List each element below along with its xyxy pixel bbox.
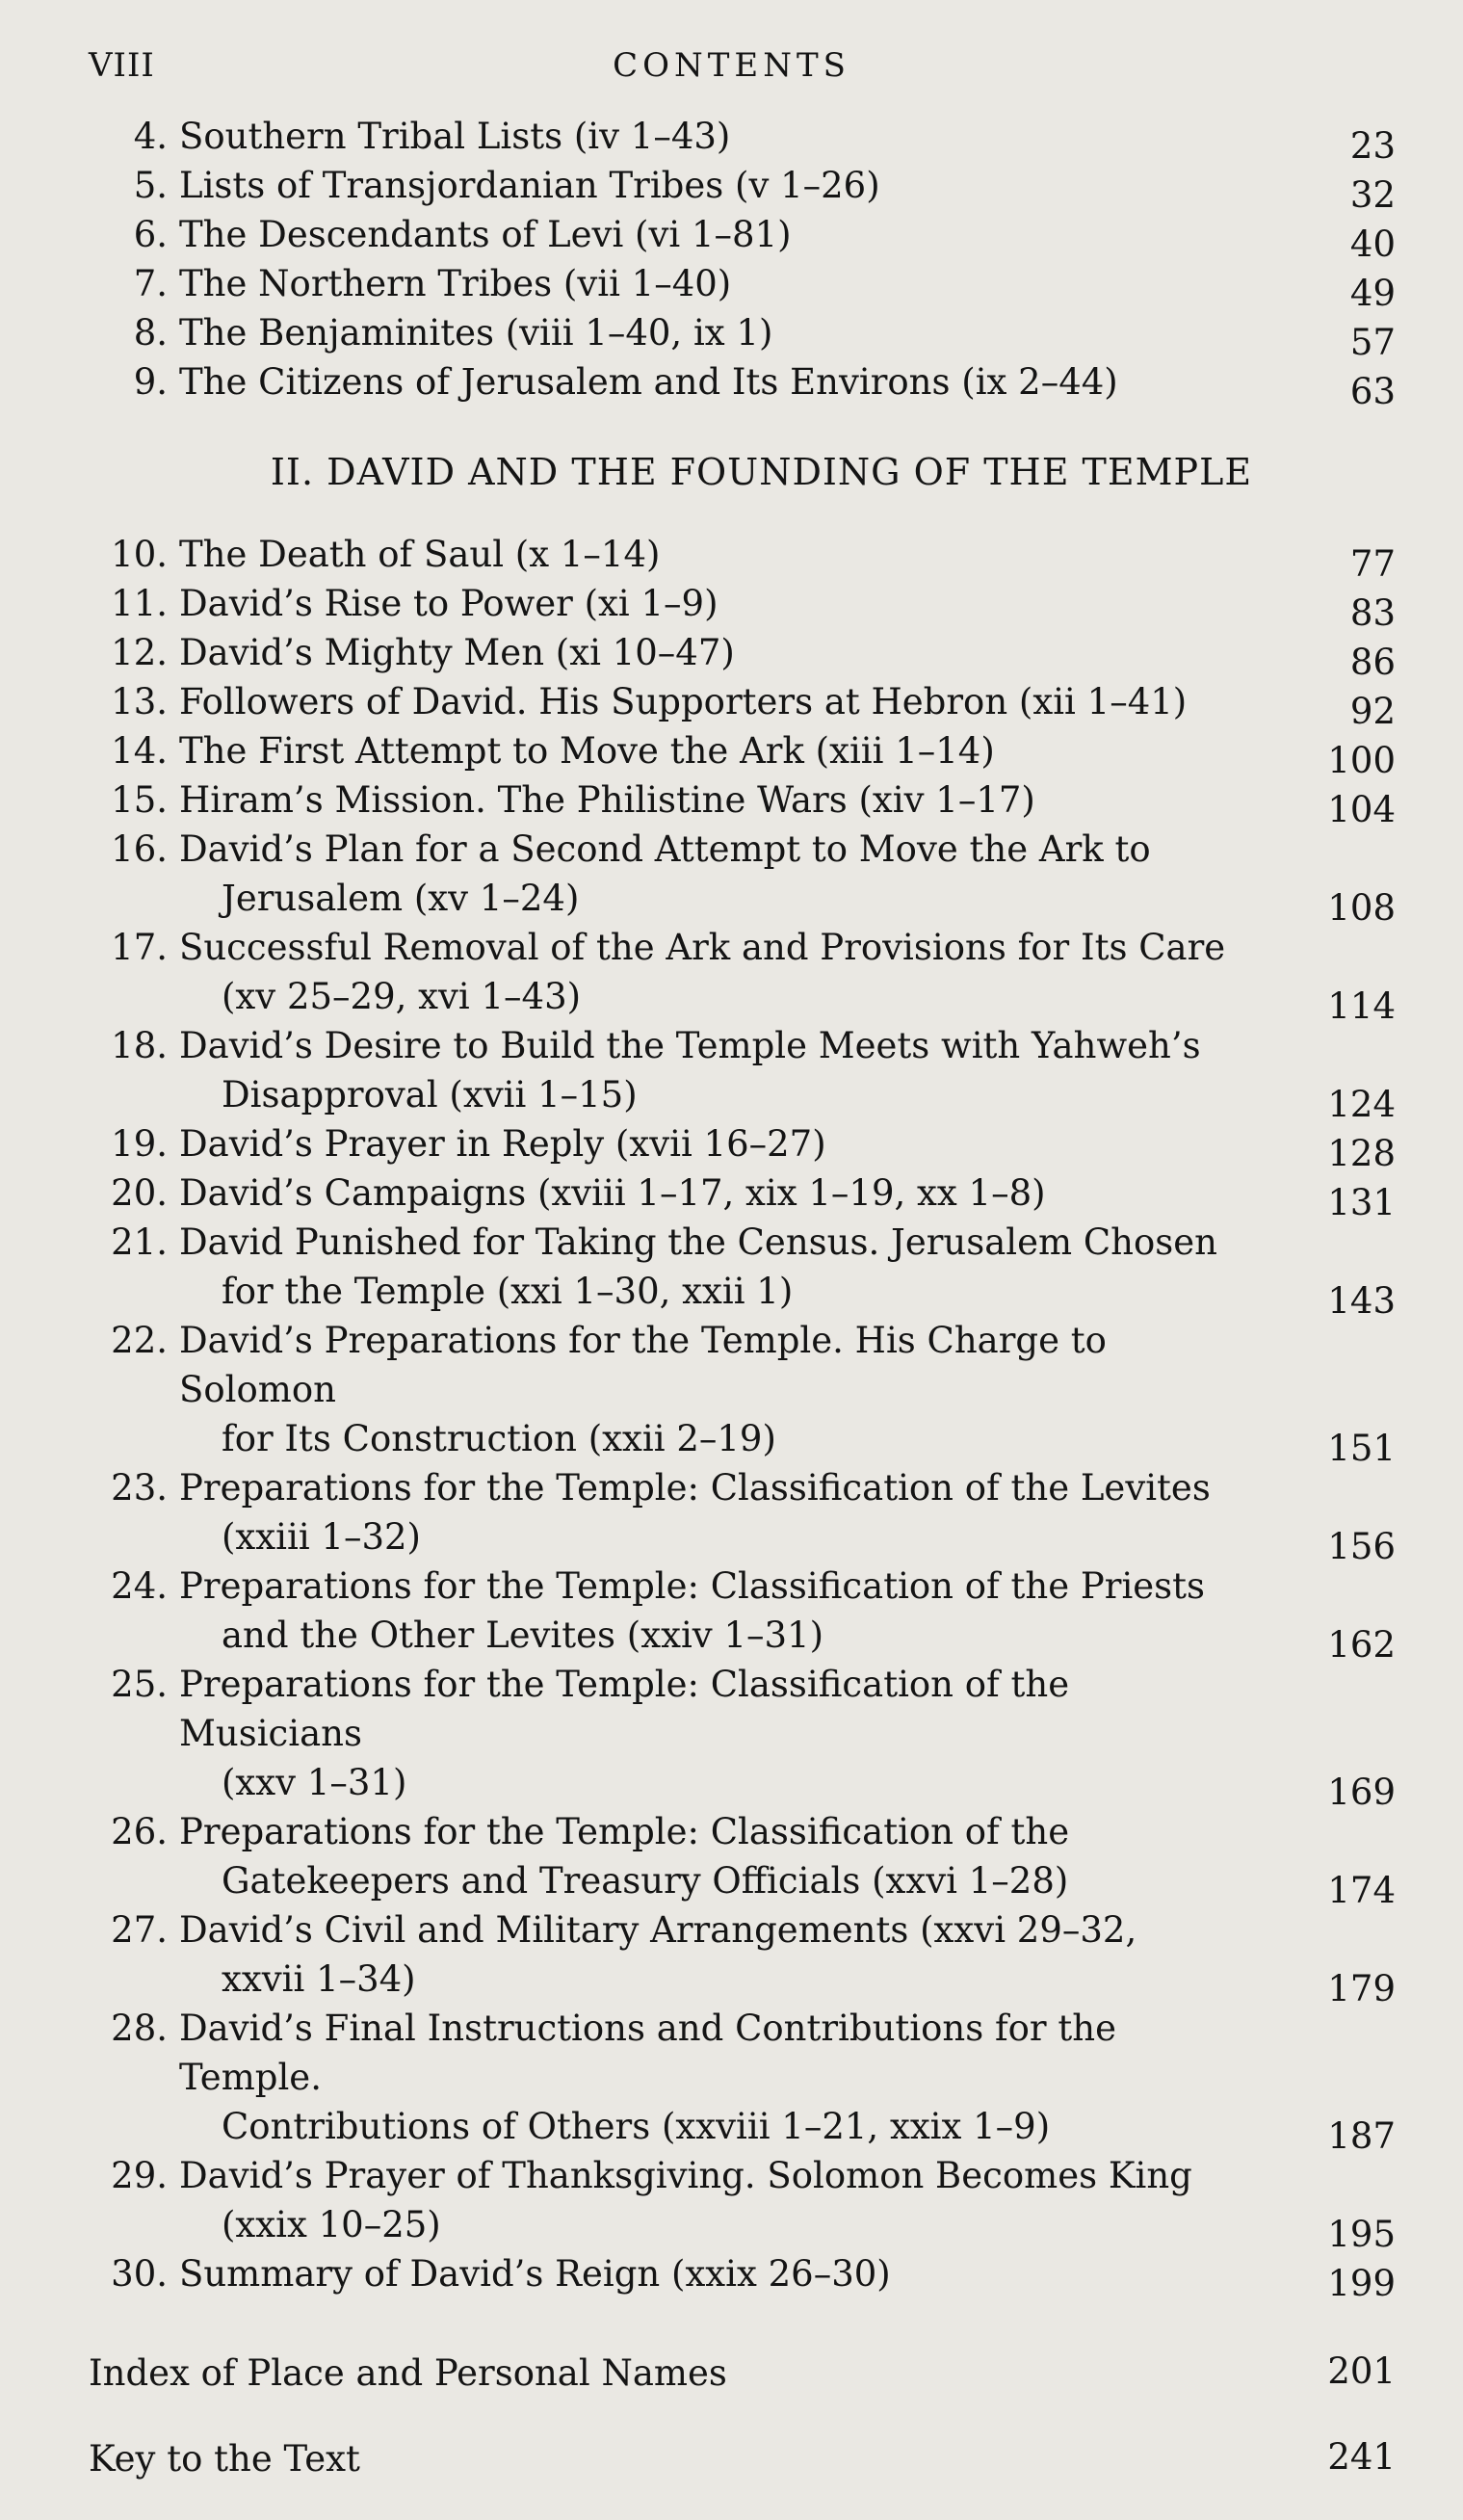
chapter-title-line: Disapproval (xvii 1–15) bbox=[222, 1074, 638, 1116]
chapter-number: 10. bbox=[111, 534, 168, 575]
chapter-number: 22. bbox=[111, 1320, 168, 1361]
chapter-title bbox=[168, 628, 1261, 677]
chapter-number: 16. bbox=[111, 828, 168, 870]
page-reference: 174 bbox=[1327, 1870, 1396, 1911]
chapter-title bbox=[168, 357, 1261, 407]
chapter-number: 25. bbox=[111, 1664, 168, 1705]
chapter-title-line: The First Attempt to Move the Ark (xiii 1–14) bbox=[179, 730, 995, 772]
chapter-number: 7. bbox=[133, 263, 168, 304]
toc-entry bbox=[89, 677, 1396, 732]
toc-entry bbox=[89, 112, 1396, 167]
chapter-title-line: Preparations for the Temple: Classification of the bbox=[179, 1811, 1070, 1852]
chapter-title-line: (xxiii 1–32) bbox=[222, 1516, 421, 1558]
chapter-number: 26. bbox=[111, 1811, 168, 1852]
chapter-title bbox=[168, 308, 1261, 357]
chapter-title bbox=[168, 1905, 1261, 2004]
page-reference: 108 bbox=[1327, 887, 1396, 929]
chapter-title-line: The Citizens of Jerusalem and Its Environs (ix 2–44) bbox=[179, 361, 1118, 403]
page-reference: 128 bbox=[1327, 1133, 1396, 1174]
chapter-title bbox=[168, 530, 1261, 579]
chapter-title-line: David’s Plan for a Second Attempt to Move the Ark to bbox=[179, 828, 1151, 870]
toc-entry bbox=[89, 726, 1396, 781]
chapter-title-line: (xv 25–29, xvi 1–43) bbox=[222, 976, 582, 1017]
chapter-title bbox=[168, 1316, 1261, 1463]
page-reference: 32 bbox=[1349, 174, 1396, 216]
chapter-number: 28. bbox=[111, 2008, 168, 2049]
toc-entry bbox=[89, 1905, 1396, 2009]
page-reference: 124 bbox=[1327, 1084, 1396, 1125]
page-reference: 63 bbox=[1349, 371, 1396, 412]
chapter-number: 9. bbox=[133, 361, 168, 403]
page-reference: 156 bbox=[1327, 1526, 1396, 1567]
page-reference: 104 bbox=[1327, 789, 1396, 830]
page-reference: 187 bbox=[1327, 2115, 1396, 2157]
chapter-title-line: The Benjaminites (viii 1–40, ix 1) bbox=[179, 312, 773, 354]
page-reference: 201 bbox=[1327, 2350, 1396, 2392]
chapter-title-line: David’s Final Instructions and Contributions for the Temple. bbox=[179, 2008, 1116, 2098]
section-heading: II. DAVID AND THE FOUNDING OF THE TEMPLE bbox=[270, 451, 1253, 493]
toc-entry bbox=[89, 357, 1396, 412]
toc-entry bbox=[89, 825, 1396, 929]
chapter-title-line: Hiram’s Mission. The Philistine Wars (xiv 1–17) bbox=[179, 779, 1035, 821]
chapter-title bbox=[168, 112, 1261, 161]
chapter-title bbox=[168, 775, 1261, 825]
chapter-number: 23. bbox=[111, 1467, 168, 1509]
chapter-number: 19. bbox=[111, 1123, 168, 1165]
page-reference: 40 bbox=[1349, 223, 1396, 265]
chapter-title-line: Followers of David. His Supporters at Hebron (xii 1–41) bbox=[179, 681, 1188, 722]
toc-entry bbox=[89, 530, 1396, 585]
chapter-title-line: David’s Civil and Military Arrangements (xxvi 29–32, bbox=[179, 1909, 1137, 1951]
chapter-title-line: Lists of Transjordanian Tribes (v 1–26) bbox=[179, 165, 880, 206]
page-reference: 143 bbox=[1327, 1280, 1396, 1322]
chapter-title bbox=[168, 2151, 1261, 2249]
chapter-title-line: Successful Removal of the Ark and Provisions for Its Care bbox=[179, 927, 1226, 968]
page-reference: 241 bbox=[1327, 2436, 1396, 2478]
chapter-title-line: David’s Prayer in Reply (xvii 16–27) bbox=[179, 1123, 826, 1165]
chapter-title-line: Southern Tribal Lists (iv 1–43) bbox=[179, 116, 731, 157]
chapter-title bbox=[168, 2249, 1261, 2298]
toc-entry bbox=[89, 775, 1396, 830]
toc-entry bbox=[89, 2151, 1396, 2255]
chapter-number: 13. bbox=[111, 681, 168, 722]
chapter-number: 27. bbox=[111, 1909, 168, 1951]
page-number: VIII bbox=[89, 46, 155, 85]
chapter-title-line: Gatekeepers and Treasury Officials (xxvi 1–28) bbox=[222, 1860, 1069, 1902]
page-reference: 179 bbox=[1327, 1968, 1396, 2009]
chapter-number: 6. bbox=[133, 214, 168, 255]
toc-entry bbox=[89, 1660, 1396, 1813]
chapter-number: 24. bbox=[111, 1565, 168, 1607]
page-reference: 151 bbox=[1327, 1428, 1396, 1469]
chapter-title-line: The Death of Saul (x 1–14) bbox=[179, 534, 661, 575]
toc-entry bbox=[89, 1119, 1396, 1174]
chapter-title-line: David’s Desire to Build the Temple Meets with Yahweh’s bbox=[179, 1025, 1201, 1066]
page-reference: 114 bbox=[1327, 985, 1396, 1027]
chapter-number: 17. bbox=[111, 927, 168, 968]
page-reference: 100 bbox=[1327, 740, 1396, 781]
toc-entry bbox=[89, 1168, 1396, 1223]
toc-list-part-one bbox=[89, 112, 1396, 412]
page-reference: 92 bbox=[1349, 691, 1396, 732]
page-reference: 57 bbox=[1349, 322, 1396, 363]
back-matter-title: Key to the Text bbox=[89, 2438, 360, 2480]
chapter-title bbox=[168, 1021, 1261, 1119]
chapter-title bbox=[168, 1463, 1261, 1562]
chapter-title-line: Preparations for the Temple: Classification of the Priests bbox=[179, 1565, 1206, 1607]
chapter-number: 14. bbox=[111, 730, 168, 772]
toc-list-part-two bbox=[89, 530, 1396, 2304]
chapter-title-line: The Descendants of Levi (vi 1–81) bbox=[179, 214, 792, 255]
chapter-title bbox=[168, 2004, 1261, 2151]
chapter-number: 4. bbox=[133, 116, 168, 157]
chapter-title-line: (xxix 10–25) bbox=[222, 2204, 441, 2245]
toc-entry bbox=[89, 1463, 1396, 1567]
toc-entry bbox=[89, 210, 1396, 265]
back-matter-title: Index of Place and Personal Names bbox=[89, 2352, 727, 2394]
chapter-number: 15. bbox=[111, 779, 168, 821]
chapter-number: 11. bbox=[111, 583, 168, 624]
chapter-title-line: David’s Rise to Power (xi 1–9) bbox=[179, 583, 718, 624]
running-title: CONTENTS bbox=[613, 46, 850, 85]
chapter-number: 29. bbox=[111, 2155, 168, 2196]
chapter-title bbox=[168, 259, 1261, 308]
chapter-title-line: David’s Preparations for the Temple. His Charge to Solomon bbox=[179, 1320, 1107, 1410]
page-reference: 199 bbox=[1327, 2263, 1396, 2304]
toc-entry bbox=[89, 1021, 1396, 1125]
page-reference: 77 bbox=[1349, 543, 1396, 585]
toc-entry bbox=[89, 2004, 1396, 2157]
chapter-title bbox=[168, 726, 1261, 775]
toc-entry bbox=[89, 1562, 1396, 1666]
toc-entry bbox=[89, 161, 1396, 216]
chapter-title bbox=[168, 1168, 1261, 1218]
chapter-title bbox=[168, 1660, 1261, 1807]
toc-entry bbox=[89, 628, 1396, 683]
page-header bbox=[89, 46, 1374, 94]
chapter-title-line: and the Other Levites (xxiv 1–31) bbox=[222, 1614, 824, 1656]
chapter-number: 20. bbox=[111, 1172, 168, 1214]
page-reference: 162 bbox=[1327, 1624, 1396, 1666]
toc-entry bbox=[89, 2249, 1396, 2304]
back-matter-entry bbox=[89, 2434, 1396, 2483]
toc-entry bbox=[89, 1316, 1396, 1469]
chapter-number: 30. bbox=[111, 2253, 168, 2295]
chapter-title-line: for the Temple (xxi 1–30, xxii 1) bbox=[222, 1271, 794, 1312]
toc-entry bbox=[89, 1218, 1396, 1322]
chapter-title-line: The Northern Tribes (vii 1–40) bbox=[179, 263, 732, 304]
chapter-title bbox=[168, 677, 1261, 726]
page-reference: 23 bbox=[1349, 125, 1396, 167]
page-reference: 169 bbox=[1327, 1772, 1396, 1813]
page-reference: 49 bbox=[1349, 273, 1396, 314]
chapter-title-line: for Its Construction (xxii 2–19) bbox=[222, 1418, 776, 1459]
page-reference: 86 bbox=[1349, 642, 1396, 683]
chapter-title-line: Preparations for the Temple: Classification of the Levites bbox=[179, 1467, 1211, 1509]
page-reference: 83 bbox=[1349, 592, 1396, 634]
chapter-number: 18. bbox=[111, 1025, 168, 1066]
toc-entry bbox=[89, 1807, 1396, 1911]
chapter-title bbox=[168, 1218, 1261, 1316]
chapter-title bbox=[168, 579, 1261, 628]
chapter-title bbox=[168, 923, 1261, 1021]
chapter-number: 8. bbox=[133, 312, 168, 354]
chapter-title bbox=[168, 1807, 1261, 1905]
page-reference: 195 bbox=[1327, 2214, 1396, 2255]
chapter-number: 21. bbox=[111, 1221, 168, 1263]
chapter-title-line: Contributions of Others (xxviii 1–21, xxix 1–9) bbox=[222, 2106, 1051, 2147]
chapter-title bbox=[168, 1119, 1261, 1168]
chapter-title-line: Jerusalem (xv 1–24) bbox=[222, 878, 580, 919]
chapter-title-line: xxvii 1–34) bbox=[222, 1958, 416, 2000]
chapter-title-line: Preparations for the Temple: Classification of the Musicians bbox=[179, 1664, 1070, 1754]
back-matter-list bbox=[89, 2349, 1396, 2483]
back-matter-entry bbox=[89, 2349, 1396, 2398]
chapter-title-line: David’s Prayer of Thanksgiving. Solomon Becomes King bbox=[179, 2155, 1192, 2196]
chapter-number: 5. bbox=[133, 165, 168, 206]
chapter-title bbox=[168, 825, 1261, 923]
chapter-title-line: David’s Mighty Men (xi 10–47) bbox=[179, 632, 735, 673]
chapter-number: 12. bbox=[111, 632, 168, 673]
toc-entry bbox=[89, 308, 1396, 363]
chapter-title bbox=[168, 1562, 1261, 1660]
chapter-title bbox=[168, 161, 1261, 210]
table-of-contents bbox=[89, 112, 1396, 2520]
chapter-title-line: Summary of David’s Reign (xxix 26–30) bbox=[179, 2253, 891, 2295]
chapter-title-line: (xxv 1–31) bbox=[222, 1762, 407, 1803]
toc-entry bbox=[89, 923, 1396, 1027]
chapter-title-line: David’s Campaigns (xviii 1–17, xix 1–19, xx 1–8) bbox=[179, 1172, 1046, 1214]
toc-entry bbox=[89, 259, 1396, 314]
chapter-title bbox=[168, 210, 1261, 259]
page-reference: 131 bbox=[1327, 1182, 1396, 1223]
toc-entry bbox=[89, 579, 1396, 634]
chapter-title-line: David Punished for Taking the Census. Jerusalem Chosen bbox=[179, 1221, 1217, 1263]
